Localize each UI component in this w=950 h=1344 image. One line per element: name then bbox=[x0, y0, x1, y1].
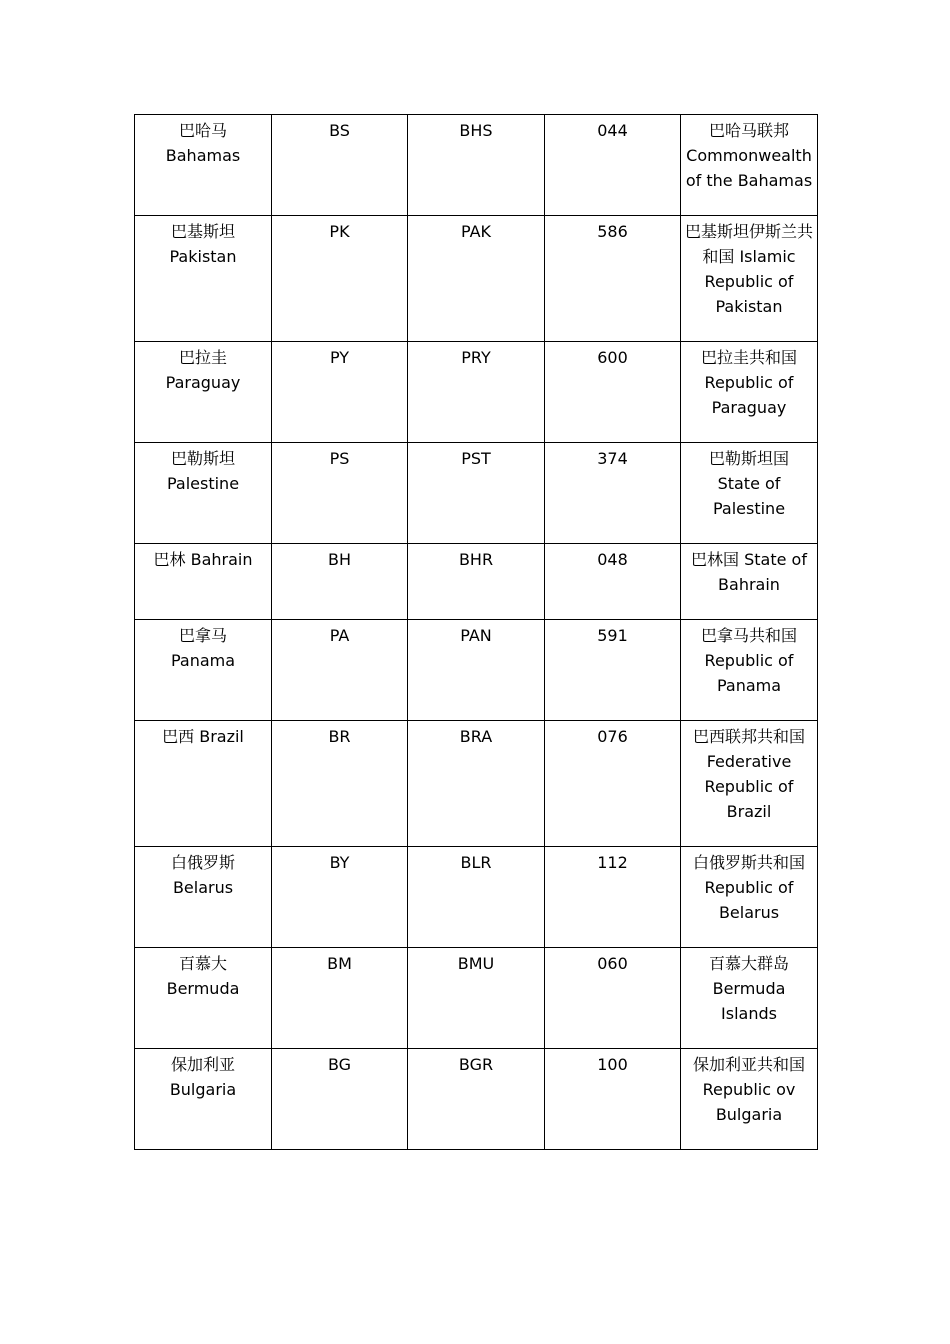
numeric-code-cell: 112 bbox=[545, 847, 681, 948]
alpha3-code-cell: PRY bbox=[408, 342, 545, 443]
alpha2-code-cell: BG bbox=[272, 1049, 408, 1150]
official-name-cell: 巴哈马联邦 Commonwealth of the Bahamas bbox=[681, 115, 818, 216]
alpha2-code-cell: BM bbox=[272, 948, 408, 1049]
alpha3-code-cell: BLR bbox=[408, 847, 545, 948]
table-row bbox=[135, 847, 818, 948]
alpha2-code-cell: BH bbox=[272, 544, 408, 620]
official-name-cell: 白俄罗斯共和国 Republic of Belarus bbox=[681, 847, 818, 948]
alpha3-code-cell: BGR bbox=[408, 1049, 545, 1150]
numeric-code-cell: 586 bbox=[545, 216, 681, 342]
official-name-cell: 巴拉圭共和国 Republic of Paraguay bbox=[681, 342, 818, 443]
alpha3-code-cell: BRA bbox=[408, 721, 545, 847]
alpha2-code-cell: BY bbox=[272, 847, 408, 948]
country-name-cell: 巴勒斯坦 Palestine bbox=[135, 443, 272, 544]
official-name-cell: 百慕大群岛 Bermuda Islands bbox=[681, 948, 818, 1049]
country-name-cell: 白俄罗斯 Belarus bbox=[135, 847, 272, 948]
country-name-cell: 巴基斯坦 Pakistan bbox=[135, 216, 272, 342]
alpha3-code-cell: PAN bbox=[408, 620, 545, 721]
numeric-code-cell: 591 bbox=[545, 620, 681, 721]
alpha3-code-cell: BMU bbox=[408, 948, 545, 1049]
country-name-cell: 巴林 Bahrain bbox=[135, 544, 272, 620]
numeric-code-cell: 044 bbox=[545, 115, 681, 216]
numeric-code-cell: 060 bbox=[545, 948, 681, 1049]
country-name-cell: 巴拉圭 Paraguay bbox=[135, 342, 272, 443]
country-name-cell: 巴哈马 Bahamas bbox=[135, 115, 272, 216]
alpha3-code-cell: PST bbox=[408, 443, 545, 544]
numeric-code-cell: 100 bbox=[545, 1049, 681, 1150]
table-row bbox=[135, 948, 818, 1049]
official-name-cell: 巴西联邦共和国 Federative Republic of Brazil bbox=[681, 721, 818, 847]
country-name-cell: 百慕大 Bermuda bbox=[135, 948, 272, 1049]
official-name-cell: 巴拿马共和国 Republic of Panama bbox=[681, 620, 818, 721]
table-row bbox=[135, 342, 818, 443]
table-row bbox=[135, 115, 818, 216]
alpha2-code-cell: PY bbox=[272, 342, 408, 443]
country-name-cell: 保加利亚 Bulgaria bbox=[135, 1049, 272, 1150]
official-name-cell: 巴基斯坦伊斯兰共和国 Islamic Republic of Pakistan bbox=[681, 216, 818, 342]
country-code-table bbox=[134, 114, 818, 1150]
numeric-code-cell: 374 bbox=[545, 443, 681, 544]
alpha3-code-cell: PAK bbox=[408, 216, 545, 342]
table-row bbox=[135, 443, 818, 544]
country-name-cell: 巴西 Brazil bbox=[135, 721, 272, 847]
table-row bbox=[135, 620, 818, 721]
numeric-code-cell: 076 bbox=[545, 721, 681, 847]
official-name-cell: 巴勒斯坦国 State of Palestine bbox=[681, 443, 818, 544]
alpha2-code-cell: PK bbox=[272, 216, 408, 342]
official-name-cell: 保加利亚共和国 Republic ov Bulgaria bbox=[681, 1049, 818, 1150]
numeric-code-cell: 600 bbox=[545, 342, 681, 443]
alpha3-code-cell: BHS bbox=[408, 115, 545, 216]
alpha2-code-cell: PA bbox=[272, 620, 408, 721]
alpha3-code-cell: BHR bbox=[408, 544, 545, 620]
table-row bbox=[135, 721, 818, 847]
table-row bbox=[135, 544, 818, 620]
alpha2-code-cell: PS bbox=[272, 443, 408, 544]
official-name-cell: 巴林国 State of Bahrain bbox=[681, 544, 818, 620]
alpha2-code-cell: BR bbox=[272, 721, 408, 847]
numeric-code-cell: 048 bbox=[545, 544, 681, 620]
country-name-cell: 巴拿马 Panama bbox=[135, 620, 272, 721]
table-row bbox=[135, 216, 818, 342]
alpha2-code-cell: BS bbox=[272, 115, 408, 216]
table-row bbox=[135, 1049, 818, 1150]
